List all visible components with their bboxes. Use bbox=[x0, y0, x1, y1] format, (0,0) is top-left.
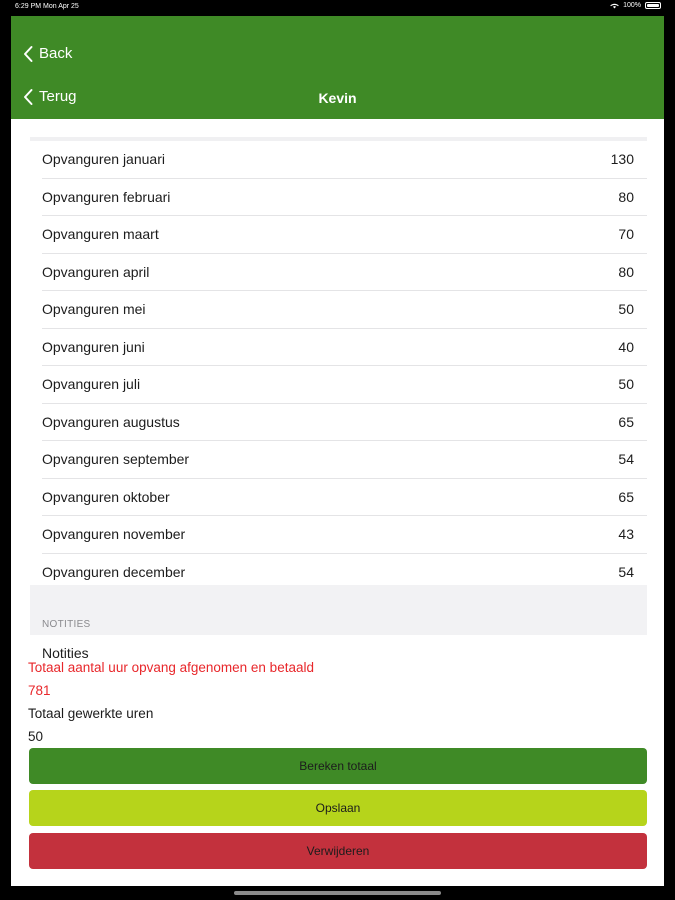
row-label: Opvanguren oktober bbox=[42, 488, 170, 505]
row-label: Opvanguren november bbox=[42, 526, 186, 543]
row-label: Opvanguren mei bbox=[42, 301, 146, 318]
save-button[interactable]: Opslaan bbox=[29, 790, 647, 826]
row-value: 130 bbox=[610, 151, 634, 168]
home-indicator[interactable] bbox=[234, 891, 441, 895]
calculate-total-button[interactable]: Bereken totaal bbox=[29, 748, 647, 784]
row-augustus[interactable] bbox=[42, 404, 647, 442]
row-value: 54 bbox=[618, 451, 634, 468]
row-juni[interactable] bbox=[42, 329, 647, 367]
monthly-hours-list bbox=[30, 137, 647, 591]
back-button[interactable] bbox=[23, 45, 72, 62]
row-value: 70 bbox=[618, 226, 634, 243]
row-mei[interactable] bbox=[42, 291, 647, 329]
battery-percentage: 100% bbox=[623, 2, 641, 9]
page-title: Kevin bbox=[318, 90, 357, 106]
terug-label: Terug bbox=[39, 88, 77, 105]
row-value: 65 bbox=[618, 488, 634, 505]
row-value: 40 bbox=[618, 338, 634, 355]
delete-button[interactable]: Verwijderen bbox=[29, 833, 647, 869]
row-label: Opvanguren augustus bbox=[42, 413, 180, 430]
row-januari[interactable] bbox=[42, 141, 647, 179]
row-value: 80 bbox=[618, 188, 634, 205]
row-oktober[interactable] bbox=[42, 479, 647, 517]
row-value: 50 bbox=[618, 376, 634, 393]
worked-hours-value: 50 bbox=[28, 729, 44, 744]
row-november[interactable] bbox=[42, 516, 647, 554]
row-juli[interactable] bbox=[42, 366, 647, 404]
row-label: Opvanguren maart bbox=[42, 226, 159, 243]
back-label: Back bbox=[39, 45, 73, 62]
row-label: Opvanguren juli bbox=[42, 376, 141, 393]
totals-section bbox=[28, 656, 314, 748]
row-value: 80 bbox=[618, 263, 634, 280]
status-time: 6:29 PM Mon Apr 25 bbox=[15, 3, 79, 10]
status-right bbox=[610, 2, 661, 9]
row-label: Opvanguren juni bbox=[42, 338, 145, 355]
row-label: Opvanguren april bbox=[42, 263, 150, 280]
notes-label: Notities bbox=[42, 645, 89, 661]
row-maart[interactable] bbox=[42, 216, 647, 254]
hours-form bbox=[11, 119, 664, 661]
section-label: NOTITIES bbox=[42, 619, 91, 630]
row-februari[interactable] bbox=[42, 179, 647, 217]
top-navigation-bar bbox=[11, 16, 664, 79]
row-label: Opvanguren december bbox=[42, 564, 186, 581]
paid-hours-label: Totaal aantal uur opvang afgenomen en betaald bbox=[28, 660, 314, 675]
battery-icon bbox=[645, 2, 661, 9]
worked-hours-label: Totaal gewerkte uren bbox=[28, 706, 154, 721]
status-bar bbox=[0, 0, 675, 14]
chevron-left-icon bbox=[23, 46, 33, 62]
modal-sheet bbox=[11, 16, 664, 886]
sub-navigation-bar bbox=[11, 79, 664, 119]
row-september[interactable] bbox=[42, 441, 647, 479]
row-value: 50 bbox=[618, 301, 634, 318]
paid-hours-value: 781 bbox=[28, 683, 51, 698]
wifi-icon bbox=[610, 2, 619, 9]
notes-section-header bbox=[30, 585, 647, 635]
row-label: Opvanguren september bbox=[42, 451, 190, 468]
row-label: Opvanguren februari bbox=[42, 188, 171, 205]
row-april[interactable] bbox=[42, 254, 647, 292]
row-value: 43 bbox=[618, 526, 634, 543]
row-value: 65 bbox=[618, 413, 634, 430]
row-value: 54 bbox=[618, 564, 634, 581]
row-label: Opvanguren januari bbox=[42, 151, 165, 168]
